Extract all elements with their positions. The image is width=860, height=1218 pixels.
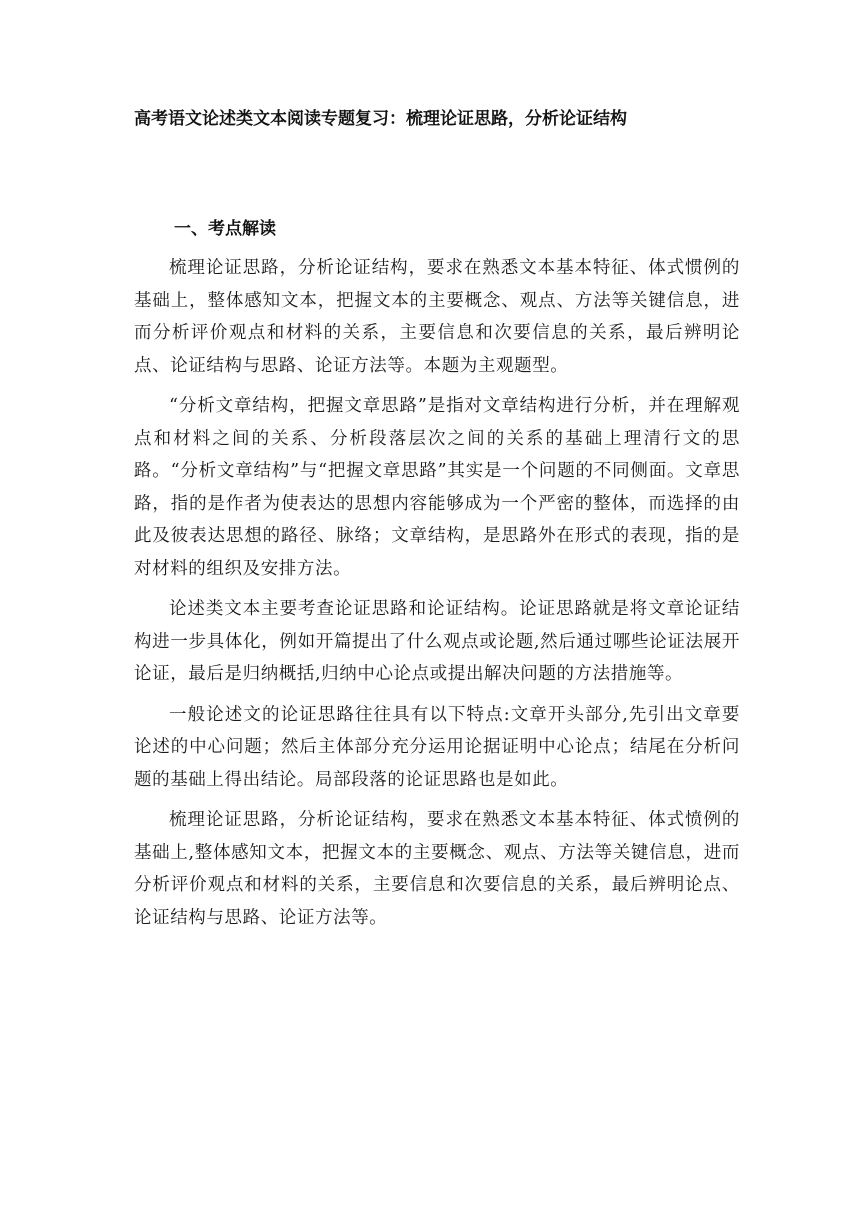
paragraph-1: 梳理论证思路，分析论证结构，要求在熟悉文本基本特征、体式惯例的基础上，整体感知文本，把握文本的主要概念、观点、方法等关键信息，进而分析评价观点和材料的关系，主要信息和次要信息的关系，最后辨明论点、论证结构与思路、论证方法等。本题为主观题型。 [134, 258, 740, 376]
document-title: 高考语文论述类文本阅读专题复习：梳理论证思路，分析论证结构 [134, 109, 627, 129]
paragraph-4: 一般论述文的论证思路往往具有以下特点:文章开头部分,先引出文章要论述的中心问题；然后主体部分充分运用论据证明中心论点；结尾在分析问题的基础上得出结论。局部段落的论证思路也是如此。 [134, 704, 740, 790]
paragraph-5: 梳理论证思路，分析论证结构，要求在熟悉文本基本特征、体式愤例的基础上,整体感知文本，把握文本的主要概念、观点、方法等关键信息，进而分析评价观点和材料的关系，主要信息和次要信息的关系，最后辨明论点、论证结构与思路、论证方法等。 [134, 810, 740, 928]
paragraph-3: 论述类文本主要考查论证思路和论证结构。论证思路就是将文章论证结构进一步具体化，例如开篇提出了什么观点或论题,然后通过哪些论证法展开论证，最后是归纳概括,归纳中心论点或提出解决问题的方法措施等。 [134, 599, 740, 684]
document-body [134, 252, 740, 942]
paragraph-2: “分析文章结构，把握文章思路”是指对文章结构进行分析，并在理解观点和材料之间的关系、分析段落层次之间的关系的基础上理清行文的思路。“分析文章结构”与“把握文章思路”其实是一个问题的不同侧面。文章思路，指的是作者为使表达的思想内容能够成为一个严密的整体，而选择的由此及彼表达思想的路径、脉络；文章结构，是思路外在形式的表现，指的是对材料的组织及安排方法。 [134, 396, 740, 579]
section-heading: 一、考点解读 [174, 219, 276, 239]
